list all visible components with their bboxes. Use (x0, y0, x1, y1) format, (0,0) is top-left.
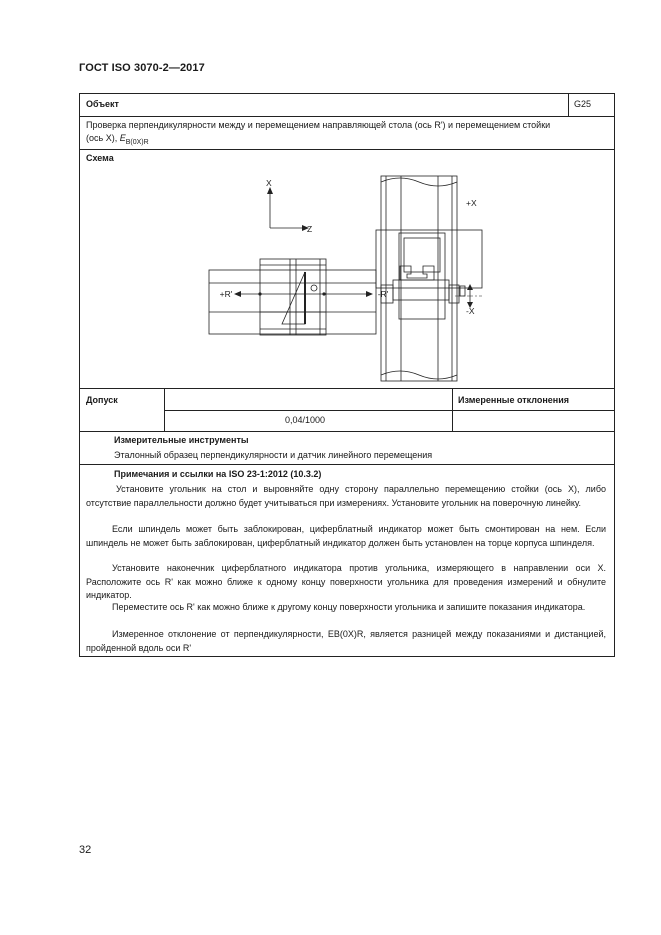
row-divider (80, 464, 614, 465)
col-divider (164, 388, 165, 431)
plus-r-label: +R' (219, 289, 233, 299)
plus-x-label: +X (466, 198, 477, 208)
page-number: 32 (79, 844, 92, 856)
instruments-text: Эталонный образец перпендикулярности и датчик линейного перемещения (114, 450, 433, 460)
headstock (376, 230, 482, 288)
note-paragraph-1: Установите угольник на стол и выровняйте одну сторону параллельно перемещению стойки (ось X), либо отсутствие параллельности должно будет учитываться при измерениях. Установите угольник на поверочную линейку. (86, 484, 606, 508)
minus-r-label: -R' (377, 289, 389, 299)
object-description-prefix: (ось X), (86, 133, 120, 143)
col-divider (452, 388, 453, 431)
row-divider (80, 116, 614, 117)
row-divider (80, 388, 614, 389)
row-divider (164, 410, 614, 411)
tolerance-label: Допуск (86, 395, 118, 405)
axis-z-label: Z (307, 224, 313, 234)
object-description: Проверка перпендикулярности между и перемещением направляющей стола (ось R') и перемещением стойки (86, 120, 551, 130)
deviation-symbol: E (119, 133, 126, 143)
measured-deviations-label: Измеренные отклонения (458, 395, 570, 405)
object-label: Объект (86, 99, 119, 109)
measurement-scheme-diagram (200, 172, 500, 384)
column (381, 176, 457, 381)
note-paragraph-5: Измеренное отклонение от перпендикулярности, EB(0X)R, является разницей между показаниями и дистанцией, пройденной вдоль оси R' (86, 629, 606, 653)
scheme-label: Схема (86, 153, 114, 163)
object-description-cont (86, 132, 149, 146)
deviation-symbol-subscript: B(0X)R (125, 139, 149, 146)
note-paragraph-2: Если шпиндель может быть заблокирован, циферблатный индикатор может быть смонтирован на нем. Если шпиндель не может быть заблокирован, циферблатный индикатор должен быть установлен на торце корпуса шпинделя. (86, 524, 606, 548)
row-divider (80, 431, 614, 432)
test-table (79, 93, 615, 657)
col-divider (568, 94, 569, 116)
row-divider (80, 149, 614, 150)
document-header: ГОСТ ISO 3070-2—2017 (79, 62, 205, 74)
notes-label: Примечания и ссылки на ISO 23-1:2012 (10.3.2) (114, 469, 322, 479)
tolerance-value: 0,04/1000 (285, 415, 326, 425)
minus-x-label: -X (466, 306, 475, 316)
note-paragraph-4: Переместите ось R' как можно ближе к другому концу поверхности угольника и запишите показания индикатора. (112, 602, 586, 612)
reference-square (282, 272, 305, 324)
object-code: G25 (574, 99, 592, 109)
axis-x-label: X (266, 178, 272, 188)
note-paragraph-3: Установите наконечник циферблатного индикатора против угольника, измеряющего в направлении оси X. Расположите ось R' как можно ближе к одному концу поверхности угольника для проведения измерений и обнулите индикатор. (86, 563, 606, 600)
indicator-tip (311, 285, 317, 291)
instruments-label: Измерительные инструменты (114, 435, 249, 445)
